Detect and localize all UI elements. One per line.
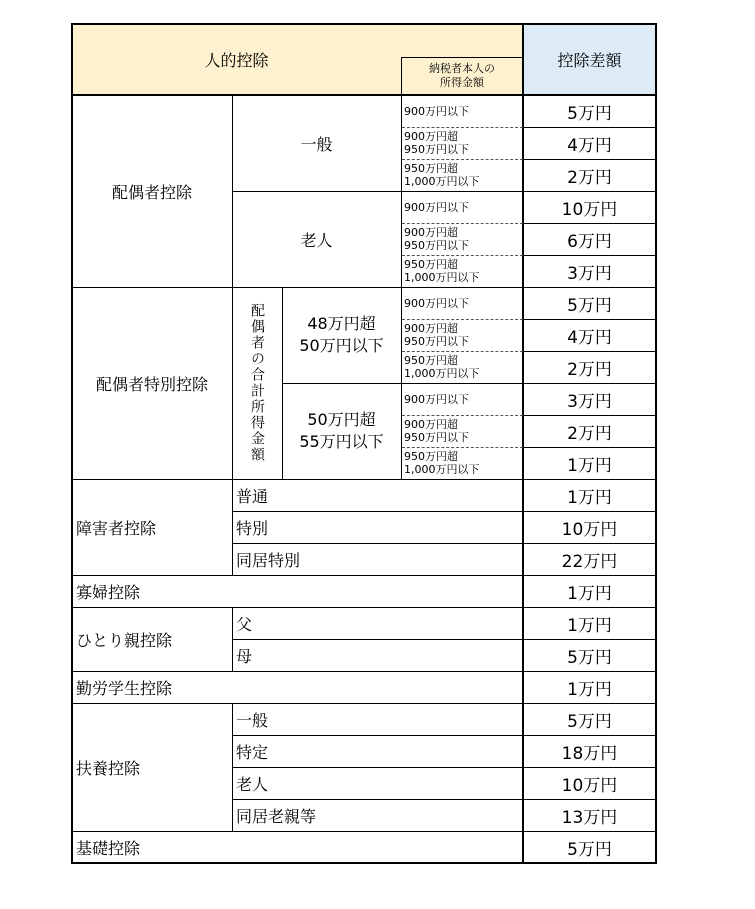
- grid-line: [71, 479, 657, 480]
- grid-line: [523, 159, 656, 160]
- table-border: [522, 24, 524, 864]
- table-border: [71, 94, 657, 96]
- dashed-line: [402, 447, 523, 448]
- grid-line: [71, 703, 657, 704]
- grid-line: [232, 735, 657, 736]
- header-amount: 控除差額: [557, 51, 622, 70]
- kinro-label: 勤労学生控除: [76, 678, 173, 698]
- table-border: [71, 24, 73, 864]
- hitorioya-label: ひとり親控除: [76, 630, 173, 650]
- table-border: [71, 23, 657, 25]
- table-border: [655, 24, 657, 864]
- amount-cell: 13万円: [561, 807, 618, 828]
- grid-line: [232, 639, 657, 640]
- grid-line: [401, 57, 402, 95]
- dashed-line: [402, 319, 523, 320]
- grid-line: [232, 799, 657, 800]
- grid-line: [523, 255, 656, 256]
- tokubetsu-label: 配偶者特別控除: [95, 374, 208, 394]
- amount-cell: 6万円: [567, 231, 612, 252]
- amount-cell: 5万円: [567, 839, 612, 860]
- dashed-line: [402, 159, 523, 160]
- band-b-2: 950万円以下: [404, 431, 469, 444]
- amount-cell: 3万円: [567, 391, 612, 412]
- shogai-item: 特別: [236, 518, 269, 538]
- band-c: [401, 255, 523, 287]
- band-c-1: 950万円超: [404, 258, 458, 271]
- haigu-rojin: 老人: [300, 230, 333, 250]
- band-b-2: 950万円以下: [404, 239, 469, 252]
- band-a: 900万円以下: [404, 200, 469, 214]
- amount-cell: 1万円: [567, 487, 612, 508]
- band-b: [401, 127, 523, 159]
- amount-cell: 5万円: [567, 647, 612, 668]
- grid-line: [523, 447, 656, 448]
- header-sub-line1: 納税者本人の: [429, 62, 495, 75]
- haigu-ippan: 一般: [300, 134, 333, 154]
- tokubetsu-vertical: 配偶者の合計所得金額: [249, 303, 265, 463]
- range1-line2: 50万円以下: [299, 336, 384, 355]
- fuyo-item: 同居老親等: [236, 806, 317, 826]
- band-b-1: 900万円超: [404, 130, 458, 143]
- dashed-line: [402, 255, 523, 256]
- amount-cell: 4万円: [567, 327, 612, 348]
- grid-line: [232, 95, 233, 479]
- band-c-2: 1,000万円以下: [404, 271, 480, 284]
- band-b-2: 950万円以下: [404, 143, 469, 156]
- dashed-line: [402, 223, 523, 224]
- grid-line: [523, 351, 656, 352]
- kiso-label: 基礎控除: [76, 838, 141, 858]
- amount-cell: 10万円: [561, 199, 618, 220]
- grid-line: [71, 607, 657, 608]
- amount-cell: 1万円: [567, 583, 612, 604]
- shogai-item: 普通: [236, 486, 269, 506]
- dashed-line: [402, 127, 523, 128]
- band-b: [401, 223, 523, 255]
- band-c: [401, 447, 523, 479]
- band-b-1: 900万円超: [404, 322, 458, 335]
- amount-cell: 5万円: [567, 711, 612, 732]
- amount-cell: 1万円: [567, 455, 612, 476]
- band-c: [401, 159, 523, 191]
- grid-line: [523, 415, 656, 416]
- band-b: [401, 415, 523, 447]
- grid-line: [71, 671, 657, 672]
- grid-line: [282, 287, 283, 479]
- kafu-label: 寡婦控除: [76, 582, 141, 602]
- grid-line: [523, 127, 656, 128]
- dashed-line: [402, 415, 523, 416]
- amount-cell: 4万円: [567, 135, 612, 156]
- tokubetsu-range1: [282, 287, 401, 383]
- band-b-1: 900万円超: [404, 226, 458, 239]
- band-a: 900万円以下: [404, 104, 469, 118]
- band-c-2: 1,000万円以下: [404, 463, 480, 476]
- band-c-1: 950万円超: [404, 162, 458, 175]
- grid-line: [232, 511, 657, 512]
- header-income-label: [401, 57, 523, 95]
- band-b-1: 900万円超: [404, 418, 458, 431]
- grid-line: [523, 223, 656, 224]
- band-b: [401, 319, 523, 351]
- grid-line: [232, 479, 233, 575]
- band-b-2: 950万円以下: [404, 335, 469, 348]
- band-c-1: 950万円超: [404, 450, 458, 463]
- band-c-1: 950万円超: [404, 354, 458, 367]
- grid-line: [71, 831, 657, 832]
- fuyo-item: 特定: [236, 742, 269, 762]
- range2-line1: 50万円超: [307, 410, 376, 429]
- tokubetsu-range2: [282, 383, 401, 479]
- amount-cell: 5万円: [567, 295, 612, 316]
- hitorioya-item: 母: [236, 646, 253, 666]
- fuyo-item: 一般: [236, 710, 269, 730]
- amount-cell: 1万円: [567, 679, 612, 700]
- grid-line: [232, 767, 657, 768]
- grid-line: [232, 543, 657, 544]
- grid-line: [71, 575, 657, 576]
- amount-cell: 10万円: [561, 519, 618, 540]
- range2-line2: 55万円以下: [299, 432, 384, 451]
- grid-line: [71, 287, 657, 288]
- hitorioya-item: 父: [236, 614, 253, 634]
- band-c-2: 1,000万円以下: [404, 367, 480, 380]
- haigu-label: 配偶者控除: [111, 182, 192, 202]
- grid-line: [232, 191, 657, 192]
- header-title: 人的控除: [204, 51, 269, 70]
- header-sub-line2: 所得金額: [440, 76, 484, 89]
- amount-cell: 18万円: [561, 743, 618, 764]
- band-c-2: 1,000万円以下: [404, 175, 480, 188]
- shogai-label: 障害者控除: [76, 518, 157, 538]
- amount-cell: 1万円: [567, 615, 612, 636]
- grid-line: [523, 319, 656, 320]
- amount-cell: 2万円: [567, 359, 612, 380]
- band-c: [401, 351, 523, 383]
- grid-line: [401, 57, 523, 58]
- grid-line: [401, 95, 402, 479]
- grid-line: [282, 383, 657, 384]
- shogai-item: 同居特別: [236, 550, 301, 570]
- dashed-line: [402, 351, 523, 352]
- fuyo-item: 老人: [236, 774, 269, 794]
- amount-cell: 22万円: [561, 551, 618, 572]
- amount-cell: 2万円: [567, 423, 612, 444]
- amount-cell: 5万円: [567, 103, 612, 124]
- amount-cell: 2万円: [567, 167, 612, 188]
- amount-cell: 10万円: [561, 775, 618, 796]
- band-a: 900万円以下: [404, 296, 469, 310]
- band-a: 900万円以下: [404, 392, 469, 406]
- table-border: [71, 862, 657, 864]
- range1-line1: 48万円超: [307, 314, 376, 333]
- amount-cell: 3万円: [567, 263, 612, 284]
- fuyo-label: 扶養控除: [76, 758, 141, 778]
